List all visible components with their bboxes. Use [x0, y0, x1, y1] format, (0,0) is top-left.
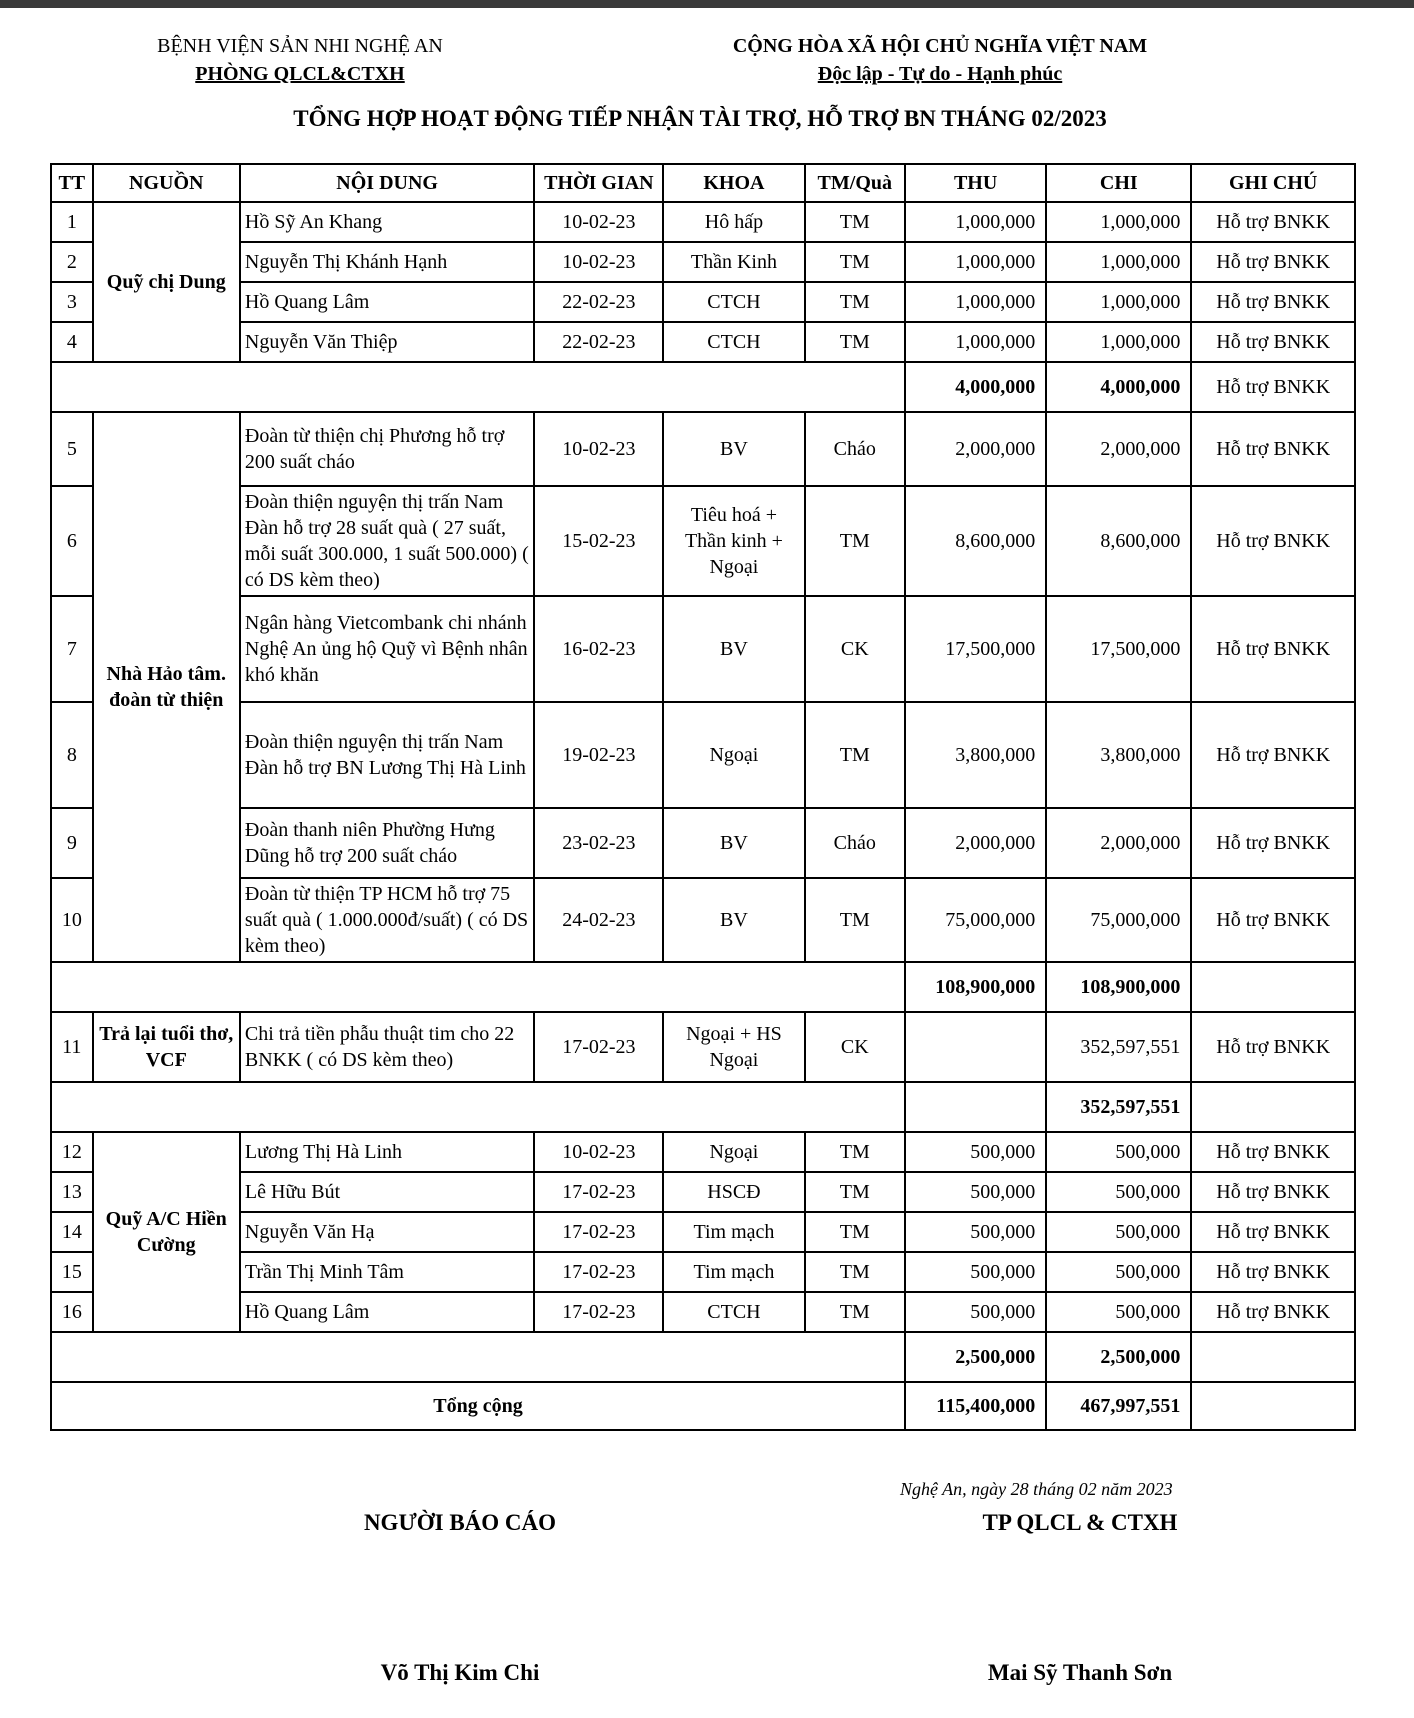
row-dept: HSCĐ — [663, 1172, 804, 1212]
table-row — [51, 202, 1355, 242]
table-row — [51, 878, 1355, 962]
row-source: Trả lại tuổi thơ, VCF — [93, 1012, 240, 1082]
subtotal-note: Hỗ trợ BNKK — [1191, 362, 1355, 412]
table-row — [51, 1012, 1355, 1082]
subtotal-spacer — [51, 1332, 905, 1382]
table-row — [51, 486, 1355, 596]
row-note: Hỗ trợ BNKK — [1191, 808, 1355, 878]
table-row — [51, 1132, 1355, 1172]
row-dept: Thần Kinh — [663, 242, 804, 282]
col-header: TM/Quà — [805, 164, 906, 202]
row-type: TM — [805, 1172, 906, 1212]
row-note: Hỗ trợ BNKK — [1191, 1212, 1355, 1252]
row-content: Hồ Quang Lâm — [240, 1292, 535, 1332]
subtotal-spacer — [51, 1082, 905, 1132]
row-dept: BV — [663, 808, 804, 878]
table-row — [51, 808, 1355, 878]
col-header: CHI — [1046, 164, 1191, 202]
row-content: Nguyễn Thị Khánh Hạnh — [240, 242, 535, 282]
subtotal-spacer — [51, 962, 905, 1012]
row-content: Hồ Quang Lâm — [240, 282, 535, 322]
grand-total-label: Tổng cộng — [51, 1382, 905, 1430]
row-tt: 4 — [51, 322, 93, 362]
manager-title: TP QLCL & CTXH — [982, 1510, 1178, 1535]
row-content: Đoàn thiện nguyện thị trấn Nam Đàn hỗ trợ 28 suất quà ( 27 suất, mỗi suất 300.000, 1 suất 500.000) ( có DS kèm theo) — [240, 486, 535, 596]
subtotal-row — [51, 362, 1355, 412]
col-header: NỘI DUNG — [240, 164, 535, 202]
table-row — [51, 412, 1355, 486]
subtotal-note — [1191, 1082, 1355, 1132]
row-note: Hỗ trợ BNKK — [1191, 486, 1355, 596]
row-date: 17-02-23 — [534, 1012, 663, 1082]
row-tt: 2 — [51, 242, 93, 282]
row-date: 15-02-23 — [534, 486, 663, 596]
row-chi: 75,000,000 — [1046, 878, 1191, 962]
row-note: Hỗ trợ BNKK — [1191, 1292, 1355, 1332]
row-dept: Ngoại — [663, 702, 804, 808]
table-row — [51, 242, 1355, 282]
col-header: TT — [51, 164, 93, 202]
row-note: Hỗ trợ BNKK — [1191, 412, 1355, 486]
row-date: 17-02-23 — [534, 1212, 663, 1252]
row-dept: Tim mạch — [663, 1252, 804, 1292]
row-chi: 1,000,000 — [1046, 322, 1191, 362]
row-content: Ngân hàng Vietcombank chi nhánh Nghệ An ủng hộ Quỹ vì Bệnh nhân khó khăn — [240, 596, 535, 702]
subtotal-row — [51, 1332, 1355, 1382]
subtotal-note — [1191, 962, 1355, 1012]
row-note: Hỗ trợ BNKK — [1191, 1172, 1355, 1212]
nation-motto: Độc lập - Tự do - Hạnh phúc — [817, 63, 1063, 85]
row-dept: CTCH — [663, 1292, 804, 1332]
row-tt: 12 — [51, 1132, 93, 1172]
row-date: 10-02-23 — [534, 412, 663, 486]
row-chi: 17,500,000 — [1046, 596, 1191, 702]
row-date: 22-02-23 — [534, 282, 663, 322]
row-thu: 500,000 — [905, 1252, 1046, 1292]
col-header: GHI CHÚ — [1191, 164, 1355, 202]
row-tt: 9 — [51, 808, 93, 878]
row-note: Hỗ trợ BNKK — [1191, 596, 1355, 702]
row-thu — [905, 1012, 1046, 1082]
row-tt: 1 — [51, 202, 93, 242]
row-date: 19-02-23 — [534, 702, 663, 808]
subtotal-thu: 4,000,000 — [905, 362, 1046, 412]
row-tt: 15 — [51, 1252, 93, 1292]
row-note: Hỗ trợ BNKK — [1191, 242, 1355, 282]
subtotal-spacer — [51, 362, 905, 412]
row-date: 17-02-23 — [534, 1172, 663, 1212]
col-header: THU — [905, 164, 1046, 202]
report-table — [50, 163, 1356, 1431]
subtotal-row — [51, 1082, 1355, 1132]
subtotal-chi: 2,500,000 — [1046, 1332, 1191, 1382]
row-thu: 500,000 — [905, 1212, 1046, 1252]
header-left — [100, 32, 500, 88]
org-name: BỆNH VIỆN SẢN NHI NGHỆ AN — [157, 35, 443, 57]
row-dept: Ngoại + HS Ngoại — [663, 1012, 804, 1082]
row-content: Lê Hữu Bút — [240, 1172, 535, 1212]
grand-total-thu: 115,400,000 — [905, 1382, 1046, 1430]
row-thu: 1,000,000 — [905, 322, 1046, 362]
subtotal-thu: 2,500,000 — [905, 1332, 1046, 1382]
row-tt: 11 — [51, 1012, 93, 1082]
row-content: Hồ Sỹ An Khang — [240, 202, 535, 242]
reporter-title: NGƯỜI BÁO CÁO — [363, 1510, 557, 1535]
table-row — [51, 596, 1355, 702]
row-date: 10-02-23 — [534, 1132, 663, 1172]
row-tt: 6 — [51, 486, 93, 596]
row-note: Hỗ trợ BNKK — [1191, 322, 1355, 362]
table-row — [51, 1292, 1355, 1332]
row-content: Nguyễn Văn Hạ — [240, 1212, 535, 1252]
row-chi: 500,000 — [1046, 1252, 1191, 1292]
table-row — [51, 702, 1355, 808]
table-row — [51, 1172, 1355, 1212]
row-type: TM — [805, 322, 906, 362]
row-thu: 8,600,000 — [905, 486, 1046, 596]
row-note: Hỗ trợ BNKK — [1191, 282, 1355, 322]
row-type: TM — [805, 1252, 906, 1292]
row-chi: 352,597,551 — [1046, 1012, 1191, 1082]
row-thu: 1,000,000 — [905, 242, 1046, 282]
row-date: 10-02-23 — [534, 242, 663, 282]
row-tt: 16 — [51, 1292, 93, 1332]
row-chi: 2,000,000 — [1046, 808, 1191, 878]
row-dept: CTCH — [663, 322, 804, 362]
row-type: TM — [805, 702, 906, 808]
row-tt: 14 — [51, 1212, 93, 1252]
row-thu: 500,000 — [905, 1132, 1046, 1172]
table-row — [51, 1212, 1355, 1252]
row-type: TM — [805, 202, 906, 242]
row-dept: Tiêu hoá + Thần kinh + Ngoại — [663, 486, 804, 596]
subtotal-row — [51, 962, 1355, 1012]
row-note: Hỗ trợ BNKK — [1191, 202, 1355, 242]
row-content: Trần Thị Minh Tâm — [240, 1252, 535, 1292]
table-row — [51, 282, 1355, 322]
row-note: Hỗ trợ BNKK — [1191, 702, 1355, 808]
row-type: TM — [805, 1212, 906, 1252]
table-row — [51, 1252, 1355, 1292]
row-content: Chi trả tiền phẫu thuật tim cho 22 BNKK ( có DS kèm theo) — [240, 1012, 535, 1082]
row-content: Lương Thị Hà Linh — [240, 1132, 535, 1172]
row-type: Cháo — [805, 412, 906, 486]
header-right — [700, 32, 1180, 88]
subtotal-thu: 108,900,000 — [905, 962, 1046, 1012]
row-chi: 1,000,000 — [1046, 282, 1191, 322]
row-dept: Tim mạch — [663, 1212, 804, 1252]
row-source: Quỹ chị Dung — [93, 202, 240, 362]
subtotal-note — [1191, 1332, 1355, 1382]
row-content: Đoàn thanh niên Phường Hưng Dũng hỗ trợ 200 suất cháo — [240, 808, 535, 878]
row-note: Hỗ trợ BNKK — [1191, 1132, 1355, 1172]
row-date: 23-02-23 — [534, 808, 663, 878]
row-tt: 13 — [51, 1172, 93, 1212]
manager-name: Mai Sỹ Thanh Sơn — [987, 1660, 1173, 1685]
reporter-name: Võ Thị Kim Chi — [380, 1660, 540, 1685]
row-content: Đoàn từ thiện TP HCM hỗ trợ 75 suất quà ( 1.000.000đ/suất) ( có DS kèm theo) — [240, 878, 535, 962]
grand-total-note — [1191, 1382, 1355, 1430]
row-chi: 500,000 — [1046, 1292, 1191, 1332]
row-thu: 75,000,000 — [905, 878, 1046, 962]
row-thu: 17,500,000 — [905, 596, 1046, 702]
row-thu: 1,000,000 — [905, 202, 1046, 242]
row-type: TM — [805, 1132, 906, 1172]
row-chi: 3,800,000 — [1046, 702, 1191, 808]
row-tt: 7 — [51, 596, 93, 702]
row-chi: 1,000,000 — [1046, 242, 1191, 282]
row-date: 10-02-23 — [534, 202, 663, 242]
row-note: Hỗ trợ BNKK — [1191, 878, 1355, 962]
row-dept: Ngoại — [663, 1132, 804, 1172]
row-dept: Hô hấp — [663, 202, 804, 242]
row-date: 17-02-23 — [534, 1252, 663, 1292]
row-type: TM — [805, 282, 906, 322]
row-dept: BV — [663, 878, 804, 962]
row-thu: 1,000,000 — [905, 282, 1046, 322]
row-thu: 2,000,000 — [905, 808, 1046, 878]
report-date-line: Nghệ An, ngày 28 tháng 02 năm 2023 — [900, 1479, 1173, 1499]
row-type: CK — [805, 596, 906, 702]
row-dept: BV — [663, 412, 804, 486]
subtotal-chi: 4,000,000 — [1046, 362, 1191, 412]
col-header: KHOA — [663, 164, 804, 202]
row-date: 22-02-23 — [534, 322, 663, 362]
row-date: 16-02-23 — [534, 596, 663, 702]
row-date: 17-02-23 — [534, 1292, 663, 1332]
row-source: Quỹ A/C Hiền Cường — [93, 1132, 240, 1332]
grand-total-row — [51, 1382, 1355, 1430]
row-chi: 8,600,000 — [1046, 486, 1191, 596]
row-content: Đoàn thiện nguyện thị trấn Nam Đàn hỗ trợ BN Lương Thị Hà Linh — [240, 702, 535, 808]
subtotal-thu — [905, 1082, 1046, 1132]
row-dept: BV — [663, 596, 804, 702]
row-chi: 500,000 — [1046, 1132, 1191, 1172]
page-top-bar — [0, 0, 1414, 8]
row-chi: 2,000,000 — [1046, 412, 1191, 486]
report-title: TỔNG HỢP HOẠT ĐỘNG TIẾP NHẬN TÀI TRỢ, HỖ TRỢ BN THÁNG 02/2023 — [293, 106, 1107, 131]
row-type: TM — [805, 486, 906, 596]
row-note: Hỗ trợ BNKK — [1191, 1012, 1355, 1082]
row-tt: 8 — [51, 702, 93, 808]
row-chi: 500,000 — [1046, 1172, 1191, 1212]
subtotal-chi: 352,597,551 — [1046, 1082, 1191, 1132]
col-header: THỜI GIAN — [534, 164, 663, 202]
row-tt: 3 — [51, 282, 93, 322]
row-tt: 10 — [51, 878, 93, 962]
row-tt: 5 — [51, 412, 93, 486]
row-thu: 3,800,000 — [905, 702, 1046, 808]
row-type: TM — [805, 1292, 906, 1332]
row-date: 24-02-23 — [534, 878, 663, 962]
grand-total-chi: 467,997,551 — [1046, 1382, 1191, 1430]
row-content: Nguyễn Văn Thiệp — [240, 322, 535, 362]
row-type: CK — [805, 1012, 906, 1082]
row-content: Đoàn từ thiện chị Phương hỗ trợ 200 suất cháo — [240, 412, 535, 486]
dept-name: PHÒNG QLCL&CTXH — [195, 63, 405, 85]
row-type: Cháo — [805, 808, 906, 878]
row-thu: 500,000 — [905, 1292, 1046, 1332]
subtotal-chi: 108,900,000 — [1046, 962, 1191, 1012]
nation-name: CỘNG HÒA XÃ HỘI CHỦ NGHĨA VIỆT NAM — [732, 35, 1148, 57]
row-note: Hỗ trợ BNKK — [1191, 1252, 1355, 1292]
col-header: NGUỒN — [93, 164, 240, 202]
row-source: Nhà Hảo tâm. đoàn từ thiện — [93, 412, 240, 962]
row-type: TM — [805, 878, 906, 962]
table-row — [51, 322, 1355, 362]
row-dept: CTCH — [663, 282, 804, 322]
table-header-row — [51, 164, 1355, 202]
row-thu: 2,000,000 — [905, 412, 1046, 486]
row-thu: 500,000 — [905, 1172, 1046, 1212]
row-chi: 500,000 — [1046, 1212, 1191, 1252]
row-chi: 1,000,000 — [1046, 202, 1191, 242]
row-type: TM — [805, 242, 906, 282]
